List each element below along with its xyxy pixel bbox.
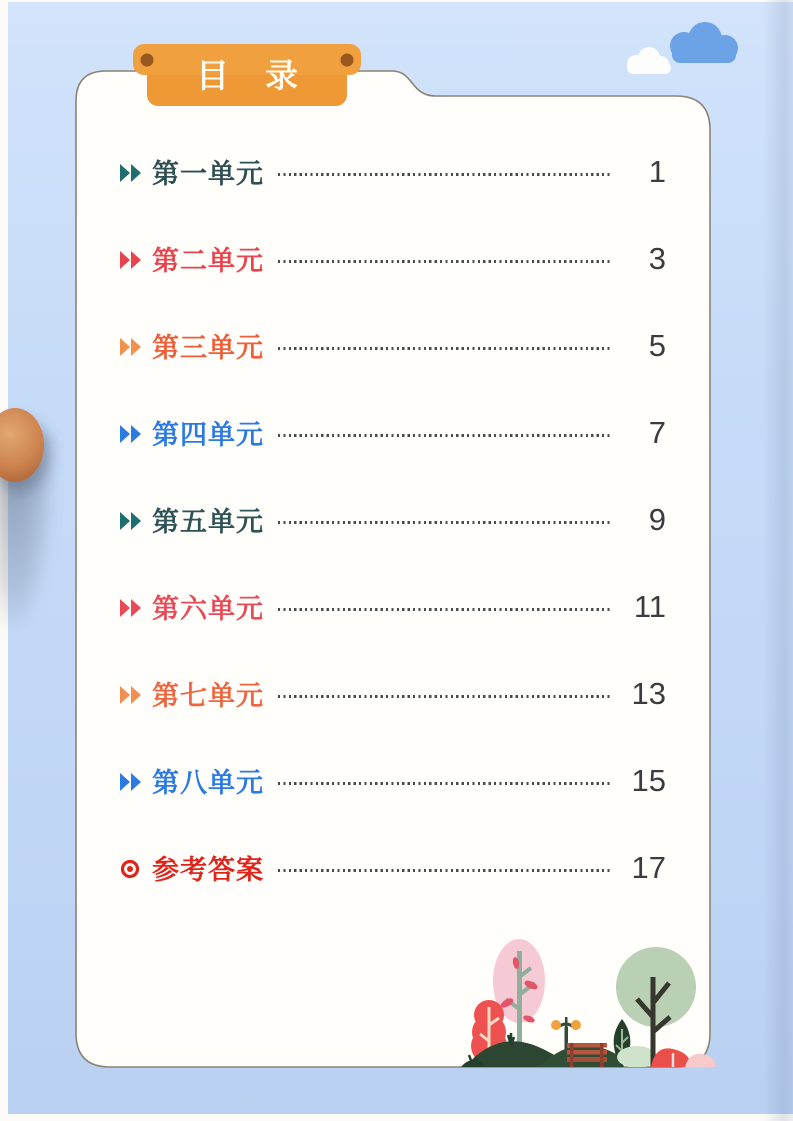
toc-entry-label: 第三单元	[152, 333, 264, 363]
toc-entry-label: 第一单元	[152, 159, 264, 189]
double-chevron-icon	[119, 336, 143, 358]
toc-entry	[119, 824, 666, 911]
toc-entry	[119, 563, 666, 650]
page-title: 目录	[196, 57, 334, 94]
toc-entry-page-number: 1	[648, 153, 666, 189]
double-chevron-icon	[119, 597, 143, 619]
toc-entry-label: 第二单元	[152, 246, 264, 276]
toc-entry-page-number: 9	[648, 501, 666, 537]
toc-entry	[119, 737, 666, 824]
dotted-leader	[278, 695, 612, 698]
dotted-leader	[278, 347, 612, 350]
dotted-leader	[278, 434, 612, 437]
double-chevron-icon	[119, 162, 143, 184]
title-tab	[133, 44, 361, 108]
toc-entry-label: 第七单元	[152, 681, 264, 711]
toc-entry-page-number: 11	[633, 588, 666, 624]
toc-entry-label: 第六单元	[152, 594, 264, 624]
toc-entry	[119, 302, 666, 389]
toc-entry-page-number: 15	[631, 762, 666, 798]
dotted-leader	[278, 521, 612, 524]
dotted-leader	[278, 173, 612, 176]
toc-entry-page-number: 3	[648, 240, 666, 276]
dotted-leader	[278, 608, 612, 611]
dotted-leader	[278, 782, 612, 785]
double-chevron-icon	[119, 510, 143, 532]
double-chevron-icon	[119, 684, 143, 706]
toc-entry-label: 第五单元	[152, 507, 264, 537]
toc-list	[119, 128, 666, 911]
toc-entry	[119, 215, 666, 302]
red-bushes-icon	[651, 1048, 715, 1067]
toc-entry-page-number: 13	[631, 675, 666, 711]
dotted-leader	[278, 260, 612, 263]
dotted-leader	[278, 869, 612, 872]
park-illustration	[459, 933, 721, 1067]
bullseye-icon	[119, 858, 143, 880]
toc-entry-page-number: 7	[648, 414, 666, 450]
double-chevron-icon	[119, 423, 143, 445]
toc-entry-label: 参考答案	[152, 855, 264, 885]
toc-entry	[119, 476, 666, 563]
toc-entry	[119, 128, 666, 215]
toc-entry	[119, 650, 666, 737]
toc-entry-label: 第四单元	[152, 420, 264, 450]
double-chevron-icon	[119, 249, 143, 271]
toc-entry	[119, 389, 666, 476]
toc-entry-label: 第八单元	[152, 768, 264, 798]
toc-entry-page-number: 17	[631, 849, 666, 885]
toc-entry-page-number: 5	[648, 327, 666, 363]
double-chevron-icon	[119, 771, 143, 793]
